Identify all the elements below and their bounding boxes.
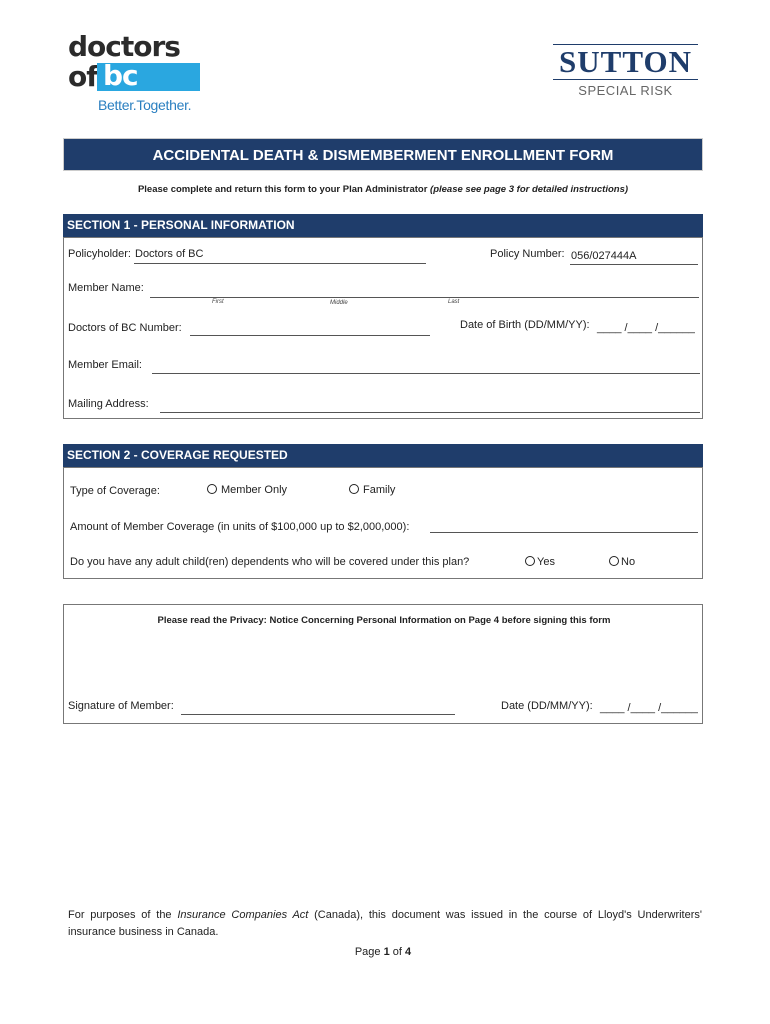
page-current: 1 (383, 946, 390, 958)
logo-tagline: Better.Together. (98, 97, 192, 113)
radio-family[interactable] (349, 484, 359, 494)
logo-rule-bottom (553, 79, 698, 80)
name-middle-caption: Middle (330, 300, 348, 306)
page-of: of (389, 946, 406, 958)
address-field[interactable] (160, 412, 700, 413)
signature-box (63, 604, 703, 724)
page-total: 4 (405, 946, 412, 958)
option-yes[interactable] (525, 556, 555, 568)
page-prefix: Page (354, 946, 384, 958)
sutton-logo (547, 44, 704, 104)
sutton-name: SUTTON (559, 44, 692, 79)
section2-box (63, 467, 703, 579)
form-title: ACCIDENTAL DEATH & DISMEMBERMENT ENROLLMENT FORM (63, 138, 703, 171)
address-label: Mailing Address: (68, 398, 149, 410)
section1-box (63, 237, 703, 419)
policyholder-value: Doctors of BC (135, 248, 204, 260)
policyholder-label: Policyholder: (68, 248, 131, 260)
option-family[interactable] (349, 484, 395, 496)
option-yes-label: Yes (537, 556, 555, 568)
dbc-number-label: Doctors of BC Number: (68, 322, 182, 334)
logo-bc-box: bc (97, 63, 200, 91)
radio-yes[interactable] (525, 556, 535, 566)
instructions-italic: (please see page 3 for detailed instructions) (430, 184, 629, 195)
logo-word-of: of (68, 60, 98, 93)
radio-no[interactable] (609, 556, 619, 566)
doctors-of-bc-logo (68, 30, 208, 115)
section2-header: SECTION 2 - COVERAGE REQUESTED (63, 444, 703, 467)
policyholder-line (134, 263, 426, 264)
type-of-coverage-label: Type of Coverage: (70, 485, 160, 497)
policy-number-line (570, 264, 698, 265)
option-member-only-label: Member Only (221, 484, 288, 496)
email-field[interactable] (152, 373, 700, 374)
dbc-number-field[interactable] (190, 335, 430, 336)
name-last-caption: Last (448, 299, 460, 305)
policy-number-label: Policy Number: (490, 248, 565, 260)
footer-text-after: (Canada), this document was issued in the course of Lloyd's Underwriters' insurance business in Canada. (68, 909, 702, 938)
member-name-label: Member Name: (68, 282, 144, 294)
signature-date-label: Date (DD/MM/YY): (501, 700, 593, 712)
footer-disclaimer (68, 907, 702, 941)
footer-text-before: For purposes of the (68, 909, 178, 921)
signature-label: Signature of Member: (68, 700, 174, 712)
radio-member-only[interactable] (207, 484, 217, 494)
amount-label: Amount of Member Coverage (in units of $100,000 up to $2,000,000): (70, 521, 410, 533)
amount-field[interactable] (430, 532, 698, 533)
footer-act: Insurance Companies Act (177, 909, 309, 921)
sutton-subtitle: SPECIAL RISK (578, 83, 673, 98)
privacy-note: Please read the Privacy: Notice Concerning Personal Information on Page 4 before signing this form (157, 615, 611, 626)
dob-field[interactable]: ____ /____ /______ (597, 322, 695, 334)
dependents-question: Do you have any adult child(ren) dependents who will be covered under this plan? (70, 556, 470, 568)
policy-number-value: 056/027444A (571, 250, 637, 262)
signature-field[interactable] (181, 714, 455, 715)
logo-word-doctors: doctors (68, 30, 180, 63)
option-no-label: No (621, 556, 636, 568)
signature-date-field[interactable]: ____ /____ /______ (600, 702, 698, 714)
name-first-caption: First (212, 299, 224, 305)
page-number (63, 946, 703, 958)
option-family-label: Family (363, 484, 396, 496)
option-no[interactable] (609, 556, 635, 568)
dob-label: Date of Birth (DD/MM/YY): (460, 319, 590, 331)
instructions (63, 184, 703, 195)
section1-header: SECTION 1 - PERSONAL INFORMATION (63, 214, 703, 237)
option-member-only[interactable] (207, 484, 287, 496)
instructions-main: Please complete and return this form to your Plan Administrator (137, 184, 431, 195)
member-name-field[interactable] (150, 297, 699, 298)
email-label: Member Email: (68, 359, 142, 371)
